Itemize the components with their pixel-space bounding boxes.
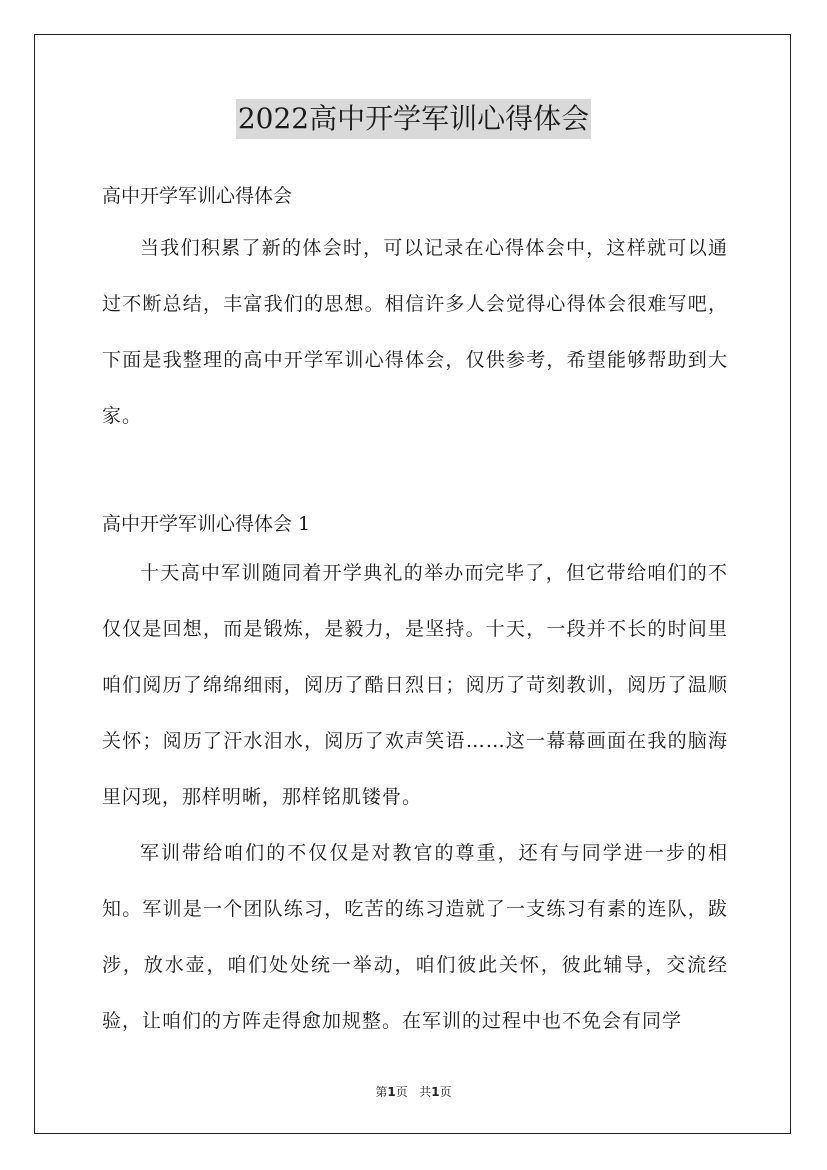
page-label-prefix: 第 — [375, 1085, 388, 1099]
page-footer — [0, 1083, 827, 1100]
essay1-paragraph-2: 军训带给咱们的不仅仅是对教官的尊重，还有与同学进一步的相知。军训是一个团队练习，吃苦的练习造就了一支练习有素的连队，跋涉，放水壶，咱们处处统一举动，咱们彼此关怀，彼此辅导，交流经验，让咱们的方阵走得愈加规整。在军训的过程中也不免会有同学 — [102, 842, 728, 1032]
total-label-prefix: 共 — [419, 1085, 432, 1099]
total-label-suffix: 页 — [439, 1085, 452, 1099]
page-label-suffix: 页 — [395, 1085, 408, 1099]
page-number: 1 — [387, 1085, 396, 1099]
intro-section — [102, 220, 728, 444]
document-title: 2022高中开学军训心得体会 — [236, 99, 591, 139]
intro-paragraph: 当我们积累了新的体会时，可以记录在心得体会中，这样就可以通过不断总结，丰富我们的思想。相信许多人会觉得心得体会很难写吧，下面是我整理的高中开学军训心得体会，仅供参考，希望能够帮助到大家。 — [102, 237, 728, 427]
section-heading: 高中开学军训心得体会 — [102, 185, 293, 207]
title-wrapper — [0, 99, 827, 139]
essay1-heading: 高中开学军训心得体会 1 — [102, 513, 311, 535]
total-pages: 1 — [431, 1085, 440, 1099]
essay1-paragraph-1: 十天高中军训随同着开学典礼的举办而完毕了，但它带给咱们的不仅仅是回想，而是锻炼，是毅力，是坚持。十天，一段并不长的时间里咱们阅历了绵绵细雨，阅历了酷日烈日；阅历了苛刻教训，阅历了温顺关怀；阅历了汗水泪水，阅历了欢声笑语……这一幕幕画面在我的脑海里闪现，那样明晰，那样铭肌镂骨。 — [102, 562, 728, 808]
essay1-section — [102, 545, 728, 1049]
